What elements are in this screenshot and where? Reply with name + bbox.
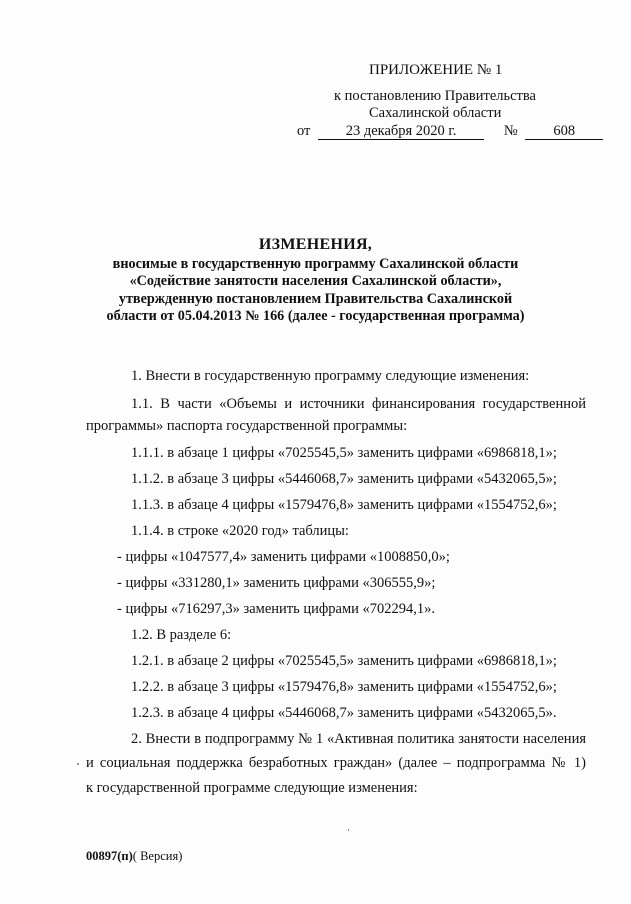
title-line-3: утвержденную постановлением Правительства Сахалинской [118, 291, 513, 307]
paragraph-1-1-3: 1.1.3. в абзаце 4 цифры «1579476,8» заменить цифрами «1554752,6»; [131, 497, 557, 513]
decree-date-row [297, 123, 603, 140]
document-version: ( Версия) [132, 849, 183, 863]
paragraph-1-1-line-2: программы» паспорта государственной программы: [86, 418, 408, 434]
decree-date: 23 декабря 2020 г. [318, 124, 484, 140]
paragraph-1-2-3: 1.2.3. в абзаце 4 цифры «5446068,7» заменить цифрами «5432065,5». [131, 705, 557, 721]
title-line-4: области от 05.04.2013 № 166 (далее - государственная программа) [106, 308, 525, 324]
paragraph-2-line-1: 2. Внести в подпрограмму № 1 «Активная политика занятости населения [131, 731, 586, 747]
list-item-3: - цифры «716297,3» заменить цифрами «702294,1». [117, 601, 436, 617]
paragraph-1-2-1: 1.2.1. в абзаце 2 цифры «7025545,5» заменить цифрами «6986818,1»; [131, 653, 557, 669]
title-line-1: вносимые в государственную программу Сахалинской области [112, 256, 519, 272]
list-item-2: - цифры «331280,1» заменить цифрами «306555,9»; [117, 575, 436, 591]
document-title: ИЗМЕНЕНИЯ, [258, 236, 373, 253]
list-item-1: - цифры «1047577,4» заменить цифрами «1008850,0»; [117, 549, 450, 565]
paragraph-2-line-2: и социальная поддержка безработных граждан» (далее – подпрограмма № 1) [86, 755, 586, 771]
from-label: от [297, 123, 311, 139]
paragraph-1-1-2: 1.1.2. в абзаце 3 цифры «5446068,7» заменить цифрами «5432065,5»; [131, 471, 557, 487]
region-name: Сахалинской области [369, 105, 502, 121]
paragraph-1-2: 1.2. В разделе 6: [131, 627, 232, 643]
document-footer [86, 849, 182, 864]
document-code: 00897(п) [86, 849, 133, 863]
paragraph-1-1-line-1: 1.1. В части «Объемы и источники финансирования государственной [131, 396, 586, 412]
decree-reference: к постановлению Правительства [334, 88, 536, 104]
appendix-title: ПРИЛОЖЕНИЕ № 1 [369, 62, 503, 78]
scan-speck [348, 829, 349, 831]
paragraph-2-line-3: к государственной программе следующие изменения: [86, 780, 418, 796]
title-line-2: «Содействие занятости населения Сахалинской области», [129, 273, 502, 289]
scan-speck [77, 763, 79, 765]
paragraph-1-1-4: 1.1.4. в строке «2020 год» таблицы: [131, 523, 349, 539]
paragraph-1: 1. Внести в государственную программу следующие изменения: [131, 368, 530, 384]
paragraph-1-2-2: 1.2.2. в абзаце 3 цифры «1579476,8» заменить цифрами «1554752,6»; [131, 679, 557, 695]
decree-number: 608 [525, 124, 603, 140]
paragraph-1-1-1: 1.1.1. в абзаце 1 цифры «7025545,5» заменить цифрами «6986818,1»; [131, 445, 557, 461]
number-label: № [503, 123, 518, 139]
